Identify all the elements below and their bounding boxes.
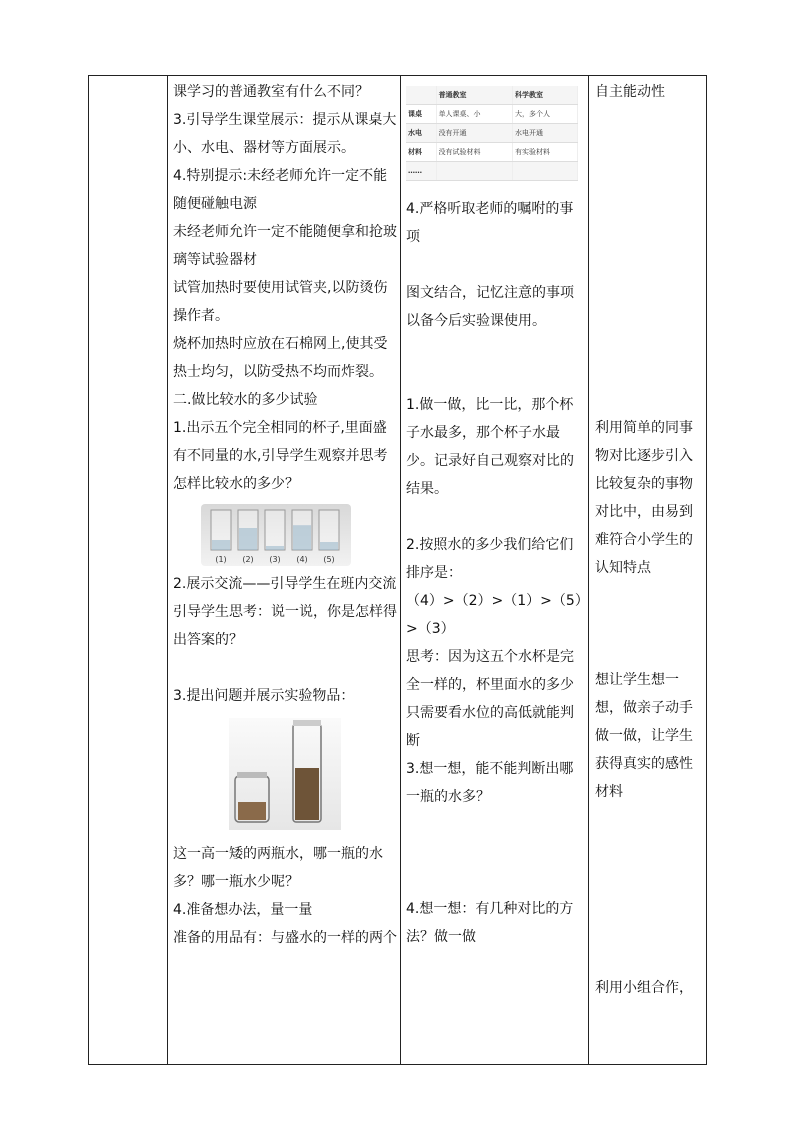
column-divider-1 (167, 75, 168, 1065)
table-cell: 没有开通 (436, 124, 512, 143)
table-border-right (706, 75, 707, 1065)
teacher-activity-column (173, 78, 397, 952)
text-paragraph: 1.出示五个完全相同的杯子,里面盛有不同量的水,引导学生观察并思考怎样比较水的多少？ (173, 420, 388, 492)
table-border-top (88, 75, 707, 76)
text-paragraph: 2.按照水的多少我们给它们排序是： (406, 537, 574, 581)
table-cell: 单人课桌、小 (436, 105, 512, 124)
table-row (406, 143, 578, 162)
water-level-3 (266, 546, 284, 550)
table-cell: 普通教室 (436, 86, 512, 105)
text-paragraph: 烧杯加热时应放在石棉网上,使其受热士均匀，以防受热不均而炸裂。 (173, 336, 388, 380)
water-level-2 (239, 528, 257, 550)
table-cell: 水电开通 (512, 124, 577, 143)
design-intent-column (595, 78, 705, 1002)
text-paragraph: 图文结合，记忆注意的事项以备今后实验课使用。 (406, 285, 574, 329)
table-border-bottom (88, 1064, 707, 1065)
text-paragraph: 思考：因为这五个水杯是完全一样的，杯里面水的多少只需要看水位的高低就能判断 (406, 649, 574, 749)
table-cell (512, 162, 577, 181)
text-paragraph: 3.想一想，能不能判断出哪一瓶的水多？ (406, 761, 574, 805)
text-paragraph: 利用简单的同事物对比逐步引入比较复杂的事物对比中，由易到难符合小学生的认知特点 (595, 420, 693, 576)
cup-label: (3) (269, 555, 281, 564)
table-row (406, 124, 578, 143)
text-paragraph: 3.引导学生课堂展示：提示从课桌大小、水电、器材等方面展示。 (173, 112, 397, 156)
table-row (406, 105, 578, 124)
table-cell: 有实验材料 (512, 143, 577, 162)
text-paragraph: 4.特别提示:未经老师允许一定不能随便碰触电源 (173, 168, 388, 212)
text-paragraph: 这一高一矮的两瓶水，哪一瓶的水多？哪一瓶水少呢？ (173, 846, 383, 890)
table-cell: 没有试验材料 (436, 143, 512, 162)
table-cell: 水电 (406, 124, 436, 143)
five-cups-image (201, 504, 351, 566)
table-row (406, 162, 578, 181)
cup-label: (4) (296, 555, 308, 564)
section-heading: 二.做比较水的多少试验 (173, 392, 318, 408)
water-level-1 (212, 540, 230, 550)
table-cell: …… (406, 162, 436, 181)
text-paragraph: 3.提出问题并展示实验物品： (173, 688, 355, 704)
text-paragraph: 引导学生思考：说一说，你是怎样得出答案的？ (173, 604, 397, 648)
two-jars-image (229, 718, 341, 830)
text-paragraph: 4.想一想：有几种对比的方法？做一做 (406, 901, 574, 945)
cup-label: (5) (323, 555, 335, 564)
table-row (406, 86, 578, 105)
table-cell: 科学教室 (512, 86, 577, 105)
ordering-result: （4）>（2）>（1）>（5）>（3） (406, 593, 582, 637)
text-paragraph: 1.做一做，比一比，那个杯子水最多，那个杯子水最少。记录好自己观察对比的结果。 (406, 397, 574, 497)
text-paragraph: 2.展示交流——引导学生在班内交流 (173, 576, 397, 592)
cup-label: (1) (215, 555, 227, 564)
table-border-left (88, 75, 89, 1065)
water-level-5 (320, 542, 338, 550)
table-cell: 大，多个人 (512, 105, 577, 124)
text-paragraph: 试管加热时要使用试管夹,以防烫伤操作者。 (173, 280, 388, 324)
text-paragraph: 4.严格听取老师的嘱咐的事项 (406, 201, 574, 245)
water-level-4 (293, 525, 311, 550)
text-paragraph: 4.准备想办法，量一量 (173, 902, 313, 918)
table-cell: 材料 (406, 143, 436, 162)
text-paragraph: 想让学生想一想，做亲子动手做一做，让学生获得真实的感性材料 (595, 672, 693, 800)
cup-label: (2) (242, 555, 254, 564)
text-paragraph: 自主能动性 (595, 84, 665, 100)
text-paragraph: 利用小组合作， (595, 980, 693, 996)
student-activity-column (406, 78, 586, 951)
text-paragraph: 未经老师允许一定不能随便拿和抢玻璃等试验器材 (173, 224, 397, 268)
table-cell (436, 162, 512, 181)
column-divider-2 (400, 75, 401, 1065)
column-divider-3 (588, 75, 589, 1065)
classroom-comparison-table (406, 86, 578, 181)
text-paragraph: 准备的用品有：与盛水的一样的两个 (173, 930, 397, 946)
cup-3 (265, 510, 285, 550)
table-cell (406, 86, 436, 105)
table-cell: 课桌 (406, 105, 436, 124)
text-paragraph: 课学习的普通教室有什么不同？ (173, 84, 369, 100)
